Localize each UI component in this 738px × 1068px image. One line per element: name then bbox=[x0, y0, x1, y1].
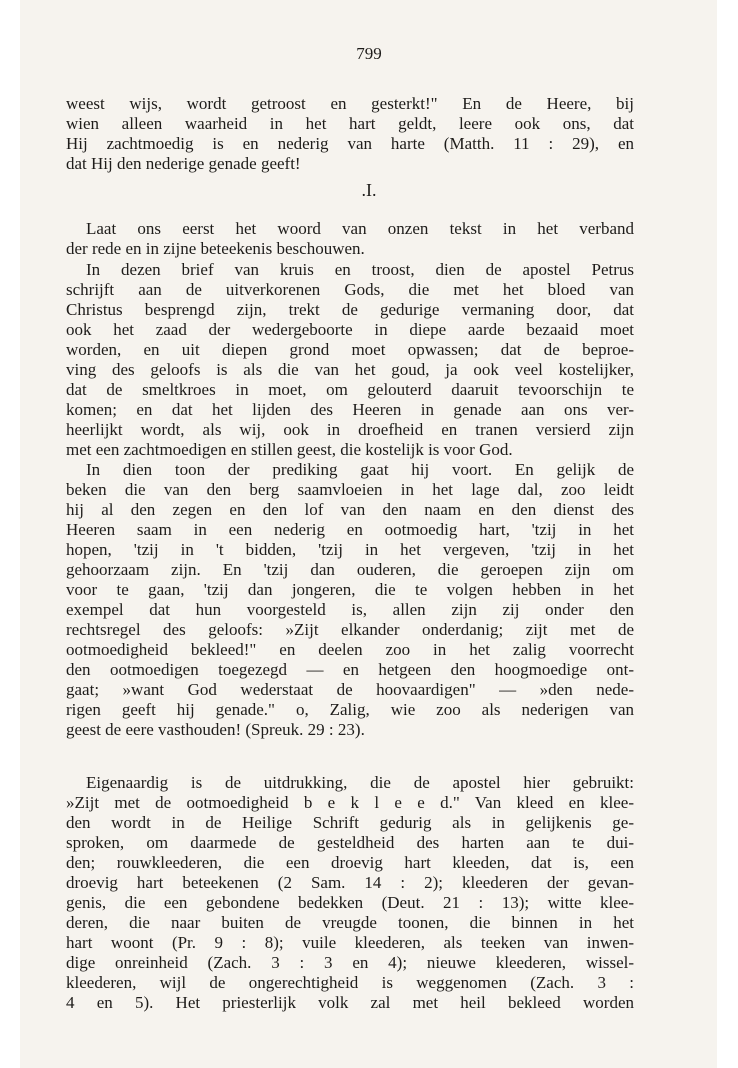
text-line: 4 en 5). Het priesterlijk volk zal met heil bekleed worden bbox=[66, 993, 634, 1012]
text-line: ook het zaad der wedergeboorte in diepe aarde bezaaid moet bbox=[66, 320, 634, 339]
text-line: hart woont (Pr. 9 : 8); vuile kleederen, als teeken van inwen- bbox=[66, 933, 634, 952]
text-line: met een zachtmoedigen en stillen geest, die kostelijk is voor God. bbox=[66, 440, 513, 459]
page-number: 799 bbox=[356, 44, 382, 63]
text-line: geest de eere vasthouden! (Spreuk. 29 : 23). bbox=[66, 720, 365, 739]
text-line: Heeren saam in een nederig en ootmoedig hart, 'tzij in het bbox=[66, 520, 634, 539]
text-line: dige onreinheid (Zach. 3 : 3 en 4); nieuwe kleederen, wissel- bbox=[66, 953, 634, 972]
text-line: den wordt in de Heilige Schrift gedurig als in gelijkenis ge- bbox=[66, 813, 634, 832]
text-line: hij al den zegen en den lof van den naam en den dienst des bbox=[66, 500, 634, 519]
text-line: schrijft aan de uitverkorenen Gods, die met het bloed van bbox=[66, 280, 634, 299]
text-line: beken die van den berg saamvloeien in het lage dal, zoo leidt bbox=[66, 480, 634, 499]
text-line: gaat; »want God wederstaat de hoovaardigen" — »den nede- bbox=[66, 680, 634, 699]
text-line: »Zijt met de ootmoedigheid b e k l e e d." Van kleed en klee- bbox=[66, 793, 634, 812]
text-line: In dien toon der prediking gaat hij voort. En gelijk de bbox=[86, 460, 634, 479]
text-line: komen; en dat het lijden des Heeren in genade aan ons ver- bbox=[66, 400, 634, 419]
text-line: wien alleen waarheid in het hart geldt, leere ook ons, dat bbox=[66, 114, 634, 133]
text-line: ving des geloofs is als die van het goud, ja ook veel kostelijker, bbox=[66, 360, 634, 379]
text-line: kleederen, wijl de ongerechtigheid is weggenomen (Zach. 3 : bbox=[66, 973, 634, 992]
text-line: Christus besprengd zijn, trekt de gedurige vermaning door, dat bbox=[66, 300, 634, 319]
text-line: deren, die naar buiten de vreugde toonen, die binnen in het bbox=[66, 913, 634, 932]
text-line: rechtsregel des geloofs: »Zijt elkander onderdanig; zijt met de bbox=[66, 620, 634, 639]
text-line: Hij zachtmoedig is en nederig van harte (Matth. 11 : 29), en bbox=[66, 134, 634, 153]
section-heading: .I. bbox=[361, 180, 377, 200]
text-line: Laat ons eerst het woord van onzen tekst in het verband bbox=[86, 219, 634, 238]
text-line: weest wijs, wordt getroost en gesterkt!" En de Heere, bij bbox=[66, 94, 634, 113]
text-line: worden, en uit diepen grond moet opwassen; dat de beproe- bbox=[66, 340, 634, 359]
text-line: In dezen brief van kruis en troost, dien de apostel Petrus bbox=[86, 260, 634, 279]
text-line: heerlijkt wordt, als wij, ook in droefheid en tranen versierd zijn bbox=[66, 420, 634, 439]
text-line: voor te gaan, 'tzij dan jongeren, die te volgen hebben in het bbox=[66, 580, 634, 599]
text-line: exempel dat hun voorgesteld is, allen zijn zij onder den bbox=[66, 600, 634, 619]
text-line: rigen geeft hij genade." o, Zalig, wie zoo als nederigen van bbox=[66, 700, 634, 719]
text-line: den; rouwkleederen, die een droevig hart kleeden, dat is, een bbox=[66, 853, 634, 872]
text-line: genis, die een gebondene bedekken (Deut. 21 : 13); witte klee- bbox=[66, 893, 634, 912]
text-line: sproken, om daarmede de gesteldheid des harten aan te dui- bbox=[66, 833, 634, 852]
text-line: Eigenaardig is de uitdrukking, die de apostel hier gebruikt: bbox=[86, 773, 634, 792]
text-line: droevig hart beteekenen (2 Sam. 14 : 2); kleederen der gevan- bbox=[66, 873, 634, 892]
text-line: hopen, 'tzij in 't bidden, 'tzij in het vergeven, 'tzij in het bbox=[66, 540, 634, 559]
text-line: den ootmoedigen toegezegd — en hetgeen den hoogmoedige ont- bbox=[66, 660, 634, 679]
text-line: dat Hij den nederige genade geeft! bbox=[66, 154, 301, 173]
text-line: gehoorzaam zijn. En 'tzij dan ouderen, die geroepen zijn om bbox=[66, 560, 634, 579]
text-line: der rede en in zijne beteekenis beschouwen. bbox=[66, 239, 365, 258]
text-line: dat de smeltkroes in moet, om gelouterd daaruit tevoorschijn te bbox=[66, 380, 634, 399]
text-line: ootmoedigheid bekleed!" en deelen zoo in het zalig voorrecht bbox=[66, 640, 634, 659]
